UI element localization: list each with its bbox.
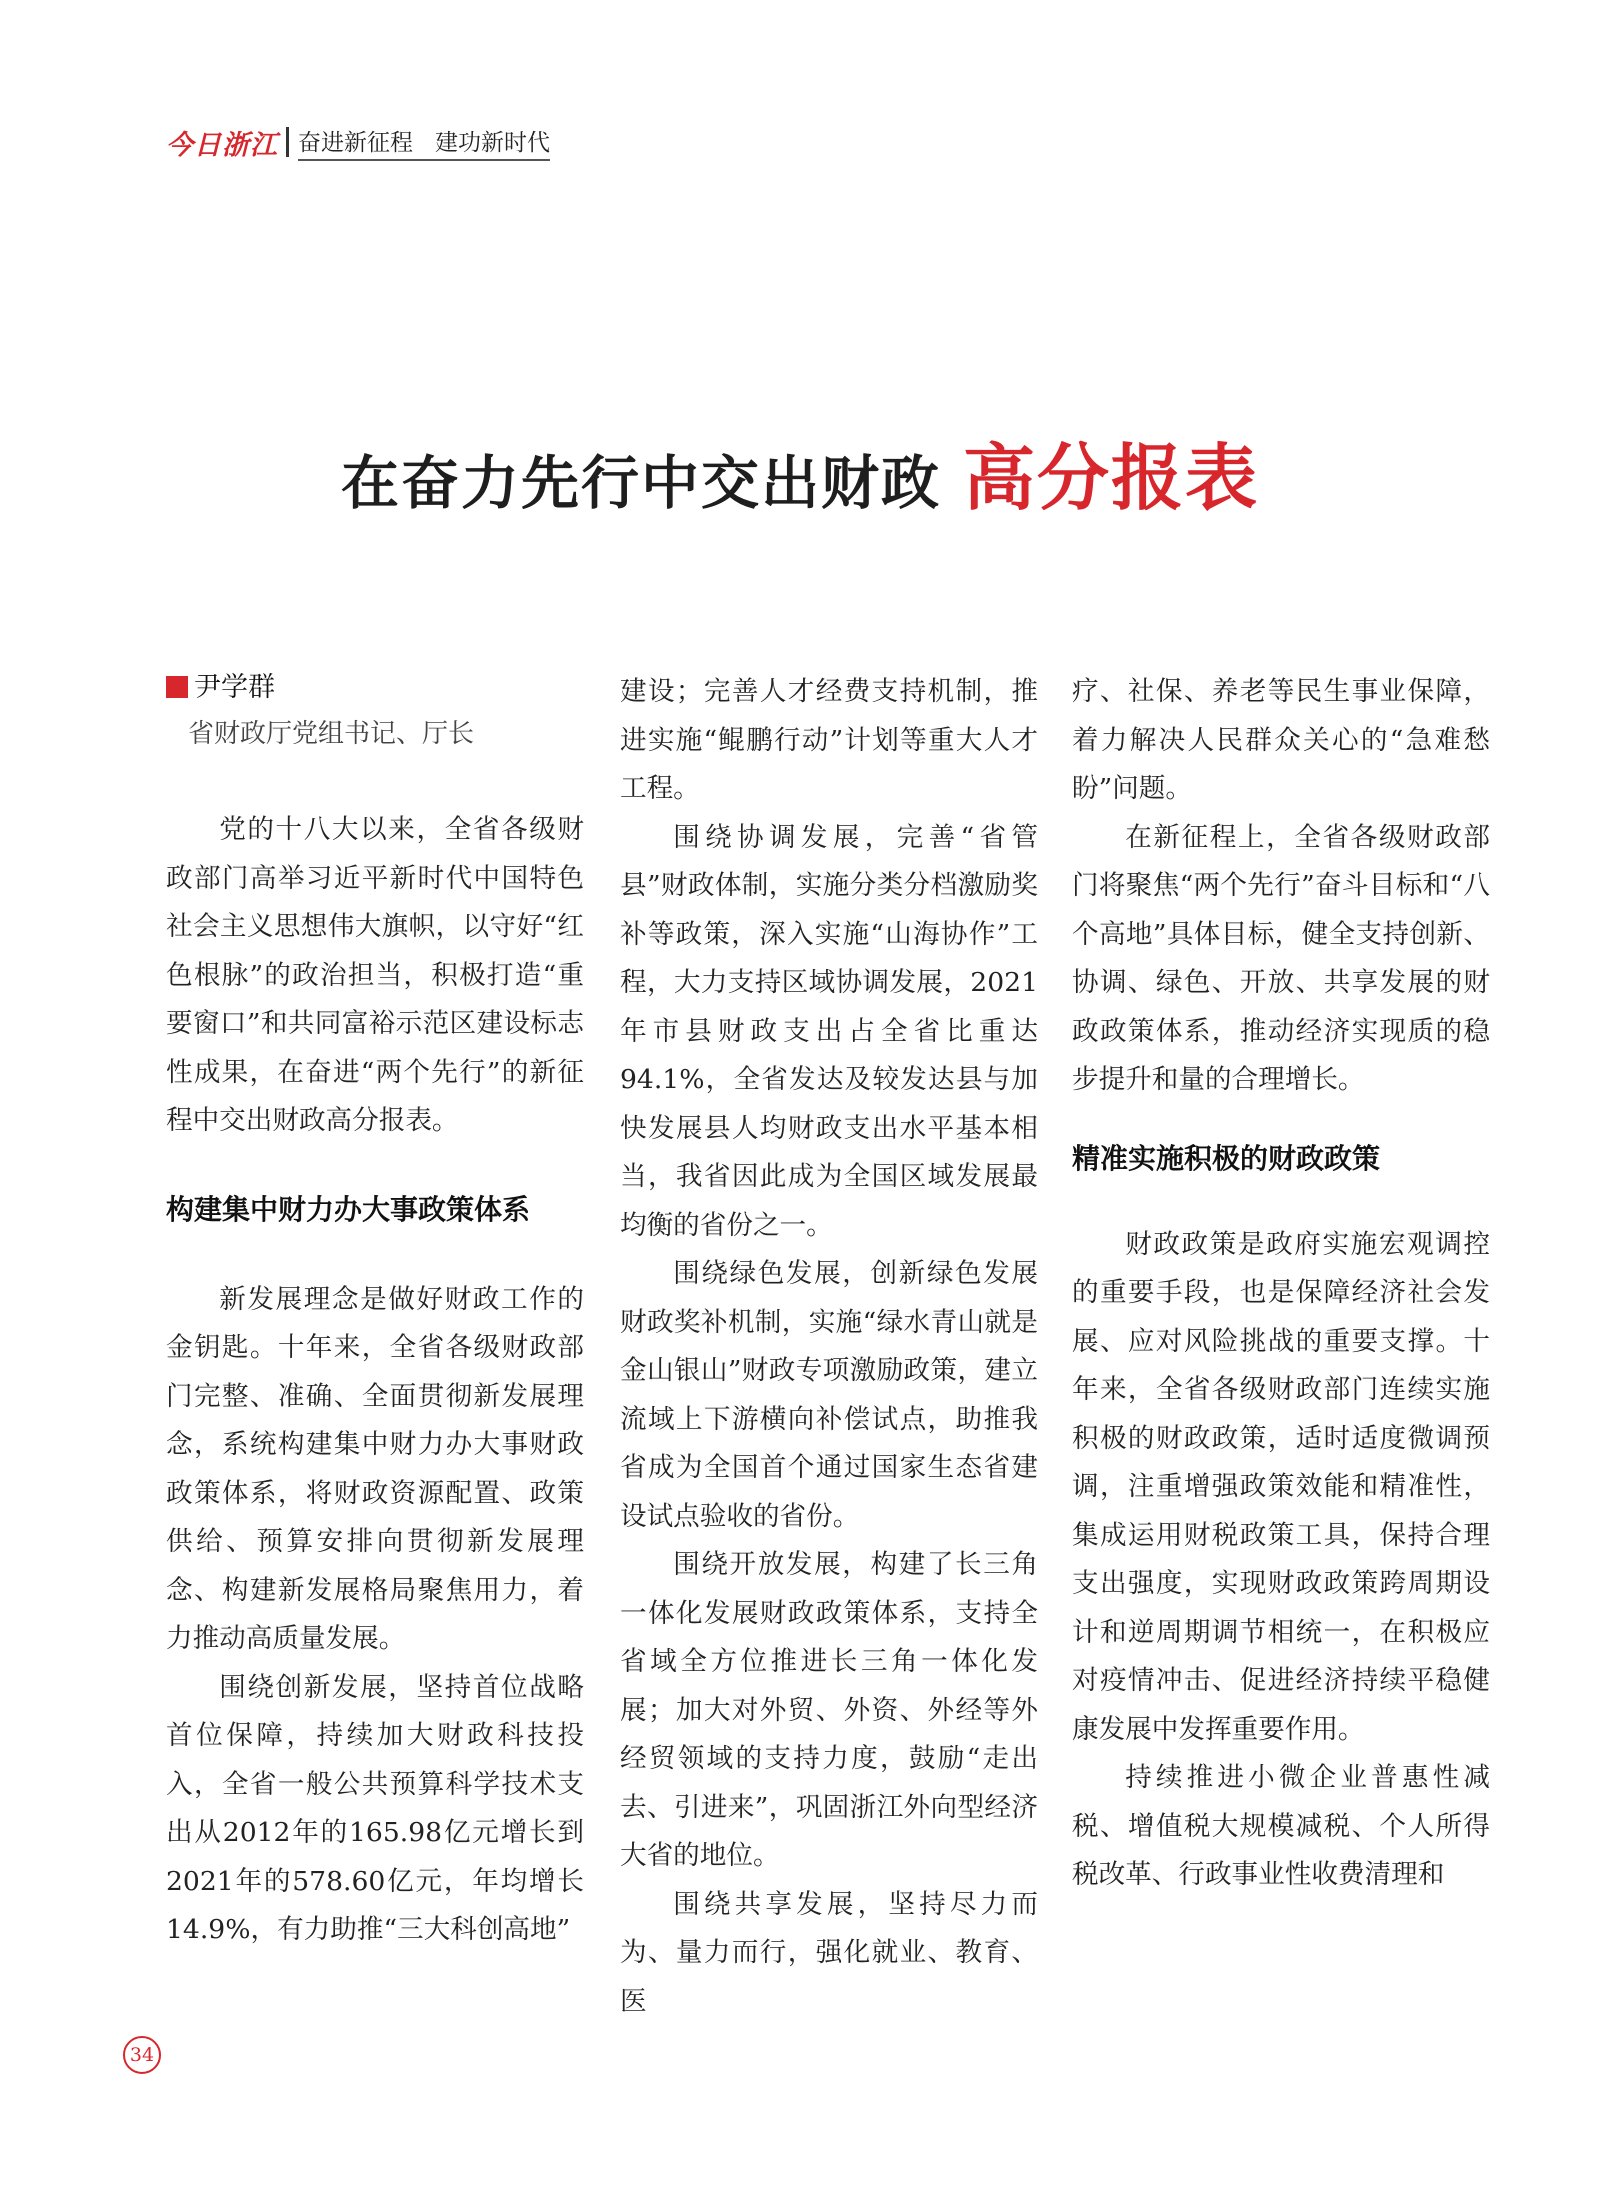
paragraph: 财政政策是政府实施宏观调控的重要手段，也是保障经济社会发展、应对风险挑战的重要支撑。十年来，全省各级财政部门连续实施积极的财政政策，适时适度微调预调，注重增强政策效能和精准性，集成运用财税政策工具，保持合理支出强度，实现财政政策跨周期设计和逆周期调节相统一，在积极应对疫情冲击、促进经济持续平稳健康发展中发挥重要作用。 [1072,1228,1490,1745]
section-heading: 精准实施积极的财政政策 [1072,1141,1381,1175]
paragraph-continued: 疗、社保、养老等民生事业保障，着力解决人民群众关心的“急难愁盼”问题。 [1072,676,1490,804]
author-byline [166,668,584,708]
author-marker-square [166,676,188,698]
paragraph: 围绕绿色发展，创新绿色发展财政奖补机制，实施“绿水青山就是金山银山”财政专项激励政策，建立流域上下游横向补偿试点，助推我省成为全国首个通过国家生态省建设试点验收的省份。 [620,1258,1038,1532]
paragraph: 围绕共享发展，坚持尽力而为、量力而行，强化就业、教育、医 [620,1888,1038,2017]
column-2 [620,668,1038,2026]
paragraph: 持续推进小微企业普惠性减税、增值税大规模减税、个人所得税改革、行政事业性收费清理和 [1072,1762,1490,1890]
title-accent: 高分报表 [963,436,1260,520]
section-heading: 构建集中财力办大事政策体系 [166,1192,531,1226]
header-slogan [298,124,550,161]
paragraph: 新发展理念是做好财政工作的金钥匙。十年来，全省各级财政部门完整、准确、全面贯彻新发展理念，系统构建集中财力办大事财政政策体系，将财政资源配置、政策供给、预算安排向贯彻新发展理念、构建新发展格局聚焦用力，着力推动高质量发展。 [166,1283,584,1654]
paragraph: 在新征程上，全省各级财政部门将聚焦“两个先行”奋斗目标和“八个高地”具体目标，健全支持创新、协调、绿色、开放、共享发展的财政政策体系，推动经济实现质的稳步提升和量的合理增长。 [1072,821,1490,1095]
paragraph-continued: 建设；完善人才经费支持机制，推进实施“鲲鹏行动”计划等重大人才工程。 [620,676,1038,804]
page-number: 34 [123,2036,161,2074]
title-main: 在奋力先行中交出财政 [340,449,941,517]
page-header [166,124,550,160]
magazine-logo: 今日浙江 [166,129,278,161]
header-divider [286,127,289,157]
article-title [0,420,1600,524]
column-1 [166,668,584,1955]
paragraph: 围绕协调发展，完善“省管县”财政体制，实施分类分档激励奖补等政策，深入实施“山海协作”工程，大力支持区域协调发展，2021年市县财政支出占全省比重达94.1%，全省发达及较发达县与加快发展县人均财政支出水平基本相当，我省因此成为全国区域发展最均衡的省份之一。 [620,821,1038,1241]
paragraph: 围绕创新发展，坚持首位战略首位保障，持续加大财政科技投入，全省一般公共预算科学技术支出从2012年的165.98亿元增长到2021年的578.60亿元，年均增长14.9%，有力助推“三大科创高地” [166,1671,584,1945]
slogan-part-2: 建功新时代 [435,129,550,156]
paragraph: 党的十八大以来，全省各级财政部门高举习近平新时代中国特色社会主义思想伟大旗帜，以守好“红色根脉”的政治担当，积极打造“重要窗口”和共同富裕示范区建设标志性成果，在奋进“两个先行”的新征程中交出财政高分报表。 [166,814,584,1136]
author-name: 尹学群 [194,672,275,703]
paragraph: 围绕开放发展，构建了长三角一体化发展财政政策体系，支持全省域全方位推进长三角一体化发展；加大对外贸、外资、外经等外经贸领域的支持力度，鼓励“走出去、引进来”，巩固浙江外向型经济大省的地位。 [620,1549,1038,1871]
slogan-part-1: 奋进新征程 [298,129,413,156]
author-position: 省财政厅党组书记、厅长 [188,719,475,749]
column-3 [1072,668,1490,1900]
